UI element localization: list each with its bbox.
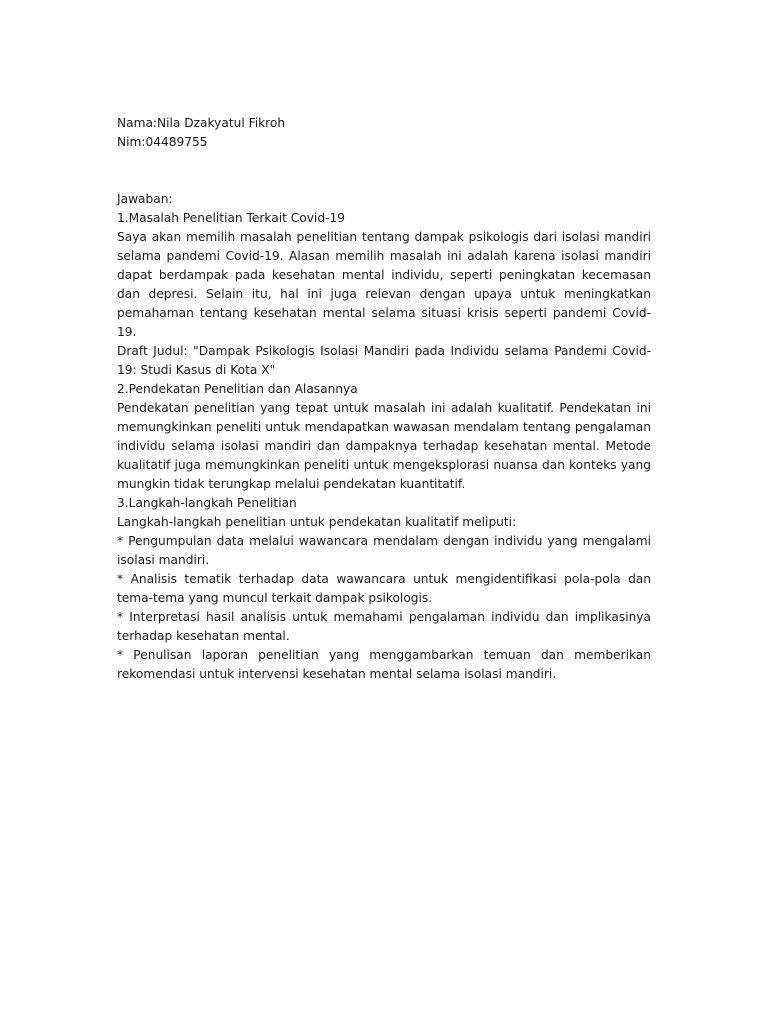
section-2-title: 2.Pendekatan Penelitian dan Alasannya (117, 382, 358, 396)
section-1-draft-title: Draft Judul: "Dampak Psikologis Isolasi Mandiri pada Individu selama Pandemi Covid-19: Studi Kasus di Kota X" (117, 344, 651, 377)
student-name: Nama:Nila Dzakyatul Fikroh (117, 116, 286, 130)
step-item-1: * Pengumpulan data melalui wawancara mendalam dengan individu yang mengalami isolasi mandiri. (117, 534, 651, 567)
section-3-intro: Langkah-langkah penelitian untuk pendekatan kualitatif meliputi: (117, 515, 517, 529)
section-2-paragraph: Pendekatan penelitian yang tepat untuk masalah ini adalah kualitatif. Pendekatan ini memungkinkan peneliti untuk mendapatkan wawasan mendalam tentang pengalaman individu selama isolasi mandiri dan dampaknya terhadap kesehatan mental. Metode kualitatif juga memungkinkan peneliti untuk mengeksplorasi nuansa dan konteks yang mungkin tidak terungkap melalui pendekatan kuantitatif. (117, 401, 651, 491)
spacer (117, 152, 651, 190)
document-content (117, 114, 651, 684)
step-item-3: * Interpretasi hasil analisis untuk memahami pengalaman individu dan implikasinya terhadap kesehatan mental. (117, 610, 651, 643)
student-id: Nim:04489755 (117, 135, 208, 149)
section-1-paragraph: Saya akan memilih masalah penelitian tentang dampak psikologis dari isolasi mandiri selama pandemi Covid-19. Alasan memilih masalah ini adalah karena isolasi mandiri dapat berdampak pada kesehatan mental individu, seperti peningkatan kecemasan dan depresi. Selain itu, hal ini juga relevan dengan upaya untuk meningkatkan pemahaman tentang kesehatan mental selama situasi krisis seperti pandemi Covid-19. (117, 230, 651, 339)
step-item-2: * Analisis tematik terhadap data wawancara untuk mengidentifikasi pola-pola dan tema-tema yang muncul terkait dampak psikologis. (117, 572, 651, 605)
section-3-title: 3.Langkah-langkah Penelitian (117, 496, 297, 510)
section-1-title: 1.Masalah Penelitian Terkait Covid-19 (117, 211, 345, 225)
answer-label: Jawaban: (117, 192, 173, 206)
step-item-4: * Penulisan laporan penelitian yang menggambarkan temuan dan memberikan rekomendasi untuk intervensi kesehatan mental selama isolasi mandiri. (117, 648, 651, 681)
